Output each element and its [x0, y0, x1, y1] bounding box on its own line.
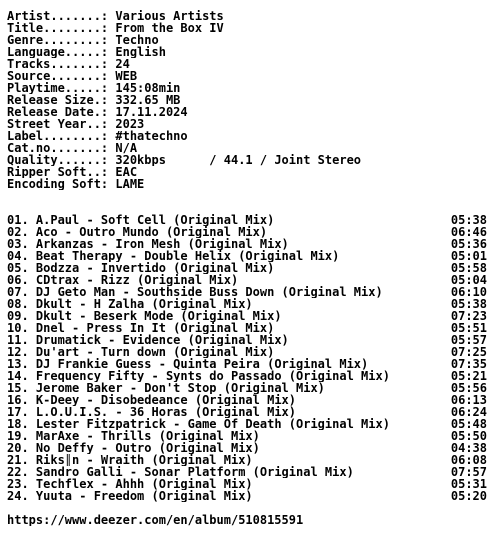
info-label: Ripper Soft..:	[7, 166, 116, 178]
track-title: Techflex - Ahhh (Original Mix)	[35, 478, 253, 490]
track-number: 21.	[7, 454, 36, 466]
track-duration: 05:38	[450, 298, 487, 310]
track-duration: 07:57	[450, 466, 487, 478]
track-row	[7, 382, 493, 394]
track-title: A.Paul - Soft Cell (Original Mix)	[35, 214, 275, 226]
info-label: Encoding Soft:	[7, 178, 116, 190]
track-number: 03.	[7, 238, 36, 250]
track-number: 10.	[7, 322, 36, 334]
info-line-release-date	[7, 106, 493, 118]
track-duration: 05:57	[450, 334, 487, 346]
info-value: Techno	[115, 34, 159, 46]
track-row	[7, 250, 493, 262]
info-label: Quality......:	[7, 154, 116, 166]
track-duration: 06:46	[450, 226, 487, 238]
track-row	[7, 274, 493, 286]
track-number: 16.	[7, 394, 36, 406]
track-title: Du'art - Turn down (Original Mix)	[35, 346, 275, 358]
info-value: 332.65 MB	[115, 94, 181, 106]
track-duration: 06:24	[450, 406, 487, 418]
track-row	[7, 262, 493, 274]
track-row	[7, 430, 493, 442]
track-row	[7, 226, 493, 238]
track-number: 24.	[7, 490, 36, 502]
info-line-cat-no	[7, 142, 493, 154]
track-row	[7, 406, 493, 418]
info-label: Street Year..:	[7, 118, 116, 130]
info-value: 24	[115, 58, 130, 70]
track-row	[7, 394, 493, 406]
info-line-language	[7, 46, 493, 58]
track-row	[7, 286, 493, 298]
track-title: L.O.U.I.S. - 36 Horas (Original Mix)	[35, 406, 296, 418]
track-title: Beat Therapy - Double Helix (Original Mix)	[35, 250, 340, 262]
track-title: Drumatick - Evidence (Original Mix)	[35, 334, 289, 346]
track-number: 23.	[7, 478, 36, 490]
track-number: 12.	[7, 346, 36, 358]
info-line-ripper-soft	[7, 166, 493, 178]
info-value: 320kbps / 44.1 / Joint Stereo	[115, 154, 362, 166]
track-row	[7, 334, 493, 346]
track-title: No Deffy - Outro (Original Mix)	[35, 442, 260, 454]
track-title: CDtrax - Rizz (Original Mix)	[35, 274, 239, 286]
track-row	[7, 442, 493, 454]
info-line-street-year	[7, 118, 493, 130]
album-url: https://www.deezer.com/en/album/510815591	[7, 514, 304, 526]
track-duration: 05:36	[450, 238, 487, 250]
track-number: 19.	[7, 430, 36, 442]
track-number: 06.	[7, 274, 36, 286]
track-title: Jerome Baker - Don't Stop (Original Mix)	[35, 382, 325, 394]
track-number: 08.	[7, 298, 36, 310]
track-row	[7, 358, 493, 370]
track-title: Frequency Fifty - Synts do Passado (Original Mix)	[35, 370, 390, 382]
info-label: Playtime.....:	[7, 82, 116, 94]
info-value: From the Box IV	[115, 22, 224, 34]
track-title: Yuuta - Freedom (Original Mix)	[35, 490, 253, 502]
track-duration: 05:51	[450, 322, 487, 334]
info-line-release-size	[7, 94, 493, 106]
track-duration: 06:10	[450, 286, 487, 298]
info-label: Label........:	[7, 130, 116, 142]
info-line-title	[7, 22, 493, 34]
track-duration: 07:35	[450, 358, 487, 370]
track-title: Bodzza - Invertido (Original Mix)	[35, 262, 275, 274]
track-title: Arkanzas - Iron Mesh (Original Mix)	[35, 238, 289, 250]
info-value: Various Artists	[115, 10, 224, 22]
track-duration: 05:21	[450, 370, 487, 382]
track-row	[7, 490, 493, 502]
info-value: 145:08min	[115, 82, 181, 94]
track-duration: 04:38	[450, 442, 487, 454]
info-label: Title........:	[7, 22, 116, 34]
track-row	[7, 478, 493, 490]
info-line-quality	[7, 154, 493, 166]
track-duration: 05:31	[450, 478, 487, 490]
info-value: #thatechno	[115, 130, 188, 142]
info-label: Cat.no.......:	[7, 142, 116, 154]
info-label: Genre........:	[7, 34, 116, 46]
track-title: DJ Frankie Guess - Quinta Peira (Original Mix)	[35, 358, 369, 370]
track-duration: 06:13	[450, 394, 487, 406]
info-line-genre	[7, 34, 493, 46]
track-row	[7, 214, 493, 226]
info-value: LAME	[115, 178, 145, 190]
info-label: Tracks.......:	[7, 58, 116, 70]
track-number: 09.	[7, 310, 36, 322]
track-row	[7, 418, 493, 430]
info-line-tracks	[7, 58, 493, 70]
track-number: 20.	[7, 442, 36, 454]
info-label: Language.....:	[7, 46, 116, 58]
track-title: Aco - Outro Mundo (Original Mix)	[35, 226, 268, 238]
track-row	[7, 370, 493, 382]
track-duration: 05:38	[450, 214, 487, 226]
track-duration: 07:23	[450, 310, 487, 322]
track-number: 14.	[7, 370, 36, 382]
track-duration: 05:50	[450, 430, 487, 442]
track-number: 22.	[7, 466, 36, 478]
track-title: MarAxe - Thrills (Original Mix)	[35, 430, 260, 442]
track-title: K-Deey - Disobedeance (Original Mix)	[35, 394, 296, 406]
info-value: 17.11.2024	[115, 106, 188, 118]
track-number: 15.	[7, 382, 36, 394]
info-label: Artist.......:	[7, 10, 116, 22]
track-title: Riks║n - Wraith (Original Mix)	[35, 454, 253, 466]
track-number: 01.	[7, 214, 36, 226]
info-value: EAC	[115, 166, 138, 178]
info-line-artist	[7, 10, 493, 22]
info-label: Release Date.:	[7, 106, 116, 118]
release-info-block	[7, 10, 493, 190]
track-title: DJ Geto Man - Southside Buss Down (Original Mix)	[35, 286, 383, 298]
track-number: 11.	[7, 334, 36, 346]
info-line-playtime	[7, 82, 493, 94]
track-duration: 07:25	[450, 346, 487, 358]
track-row	[7, 310, 493, 322]
track-title: Dkult - Beserk Mode (Original Mix)	[35, 310, 282, 322]
info-line-encoding-soft	[7, 178, 493, 190]
track-row	[7, 298, 493, 310]
track-number: 02.	[7, 226, 36, 238]
info-line-source	[7, 70, 493, 82]
track-title: Lester Fitzpatrick - Game Of Death (Original Mix)	[35, 418, 390, 430]
info-line-label	[7, 130, 493, 142]
section-spacer	[7, 190, 493, 214]
info-value: N/A	[115, 142, 138, 154]
track-number: 18.	[7, 418, 36, 430]
track-number: 13.	[7, 358, 36, 370]
track-duration: 05:20	[450, 490, 487, 502]
info-value: 2023	[115, 118, 145, 130]
track-duration: 05:48	[450, 418, 487, 430]
track-title: Dkult - H Zalha (Original Mix)	[35, 298, 253, 310]
track-title: Dnel - Press In It (Original Mix)	[35, 322, 275, 334]
track-duration: 06:08	[450, 454, 487, 466]
track-duration: 05:58	[450, 262, 487, 274]
info-value: English	[115, 46, 166, 58]
track-duration: 05:01	[450, 250, 487, 262]
track-title: Sandro Galli - Sonar Platform (Original Mix)	[35, 466, 354, 478]
track-row	[7, 238, 493, 250]
track-number: 05.	[7, 262, 36, 274]
info-label: Release Size.:	[7, 94, 116, 106]
track-row	[7, 466, 493, 478]
track-number: 04.	[7, 250, 36, 262]
track-duration: 05:56	[450, 382, 487, 394]
track-row	[7, 322, 493, 334]
nfo-text-document	[7, 10, 493, 526]
track-number: 17.	[7, 406, 36, 418]
track-row	[7, 454, 493, 466]
track-row	[7, 346, 493, 358]
track-duration: 05:04	[450, 274, 487, 286]
track-number: 07.	[7, 286, 36, 298]
tracklist	[7, 214, 493, 502]
info-label: Source.......:	[7, 70, 116, 82]
info-value: WEB	[115, 70, 138, 82]
